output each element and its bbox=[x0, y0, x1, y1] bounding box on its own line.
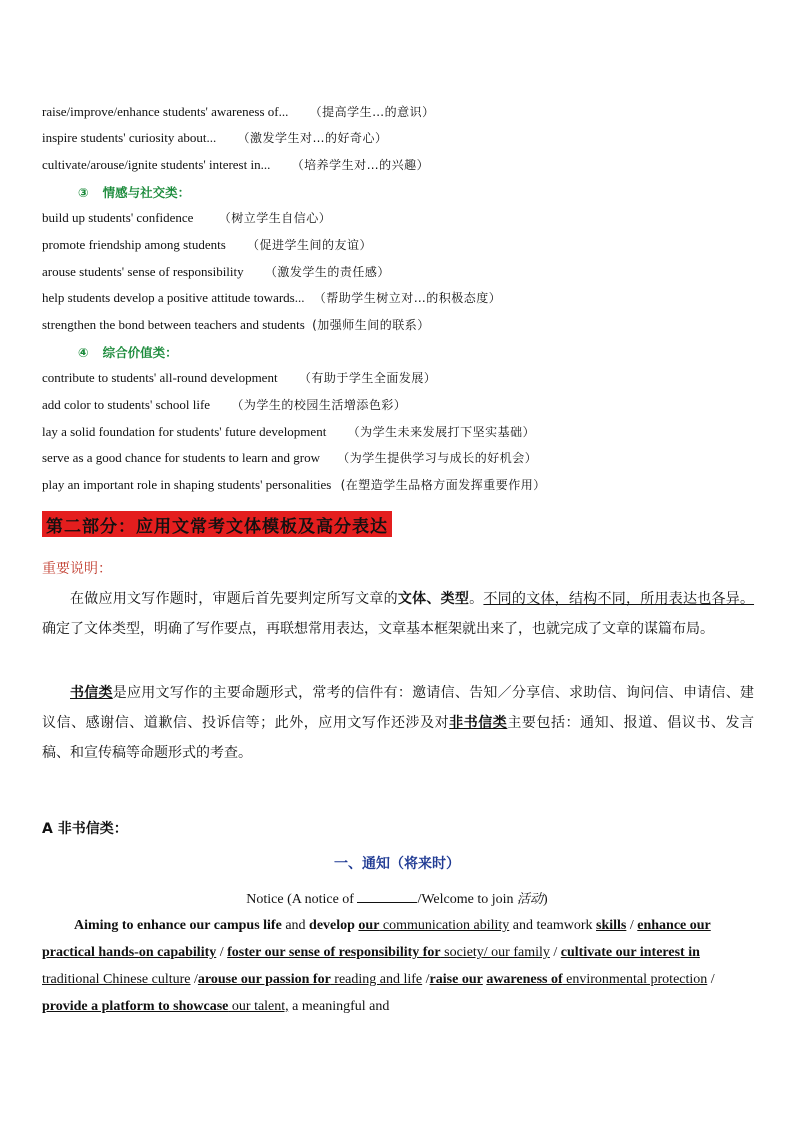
phrase-en: play an important role in shaping students' personalities bbox=[42, 477, 332, 492]
para-text: 主要包括：通知、报道、倡议书、发言稿、和宣传稿等命题形式的考查。 bbox=[42, 715, 755, 761]
body-underlined: our talent, bbox=[228, 999, 289, 1014]
phrase-zh: （促进学生间的友谊） bbox=[247, 238, 373, 252]
body-text: a meaningful and bbox=[288, 999, 390, 1014]
body-bold: develop bbox=[309, 918, 355, 933]
phrase-zh: （树立学生自信心） bbox=[218, 211, 332, 225]
body-text: / bbox=[707, 972, 715, 987]
body-text: / bbox=[626, 918, 634, 933]
heading-label: 综合价值类： bbox=[102, 345, 178, 360]
notice-sub-activity: 活动 bbox=[517, 892, 544, 907]
para-text: 确定了文体类型，明确了写作要点，再联想常用表达，文章基本框架就出来了，也就完成了文章的谋篇布局。 bbox=[42, 621, 714, 637]
phrase-line bbox=[42, 156, 429, 173]
body-underlined: reading and life bbox=[330, 972, 423, 987]
notice-sub-text: ) bbox=[543, 892, 548, 907]
phrase-en: add color to students' school life bbox=[42, 397, 211, 412]
body-bold: Aiming to enhance our campus life bbox=[74, 918, 282, 933]
phrase-zh: （为学生的校园生活增添色彩） bbox=[231, 398, 407, 412]
phrase-zh: （为学生未来发展打下坚实基础） bbox=[347, 425, 536, 439]
phrase-en: build up students' confidence bbox=[42, 210, 194, 225]
fill-blank bbox=[357, 890, 417, 903]
body-text: / bbox=[216, 945, 228, 960]
phrase-zh: （提高学生…的意识） bbox=[309, 105, 435, 119]
category-heading bbox=[78, 343, 178, 361]
heading-label: 情感与社交类： bbox=[102, 185, 191, 200]
phrase-zh: （培养学生对…的兴趣） bbox=[291, 158, 430, 172]
para-bold-underlined: 书信类 bbox=[70, 685, 113, 701]
body-bold-underlined: provide a platform to showcase bbox=[42, 999, 229, 1014]
section-title: 第二部分：应用文常考文体模板及高分表达 bbox=[46, 516, 388, 537]
notice-body bbox=[42, 912, 754, 1020]
body-underlined: communication ability bbox=[379, 918, 510, 933]
body-bold-underlined: skills bbox=[596, 918, 627, 933]
para-text: 。 bbox=[469, 591, 484, 607]
phrase-line bbox=[42, 289, 501, 306]
phrase-zh: (在塑造学生品格方面发挥重要作用） bbox=[340, 478, 546, 492]
heading-number: ③ bbox=[78, 185, 89, 200]
para-bold: 文体、类型 bbox=[397, 591, 470, 607]
body-bold-underlined: our bbox=[358, 918, 380, 933]
phrase-line bbox=[42, 129, 387, 146]
body-bold-underlined: cultivate our interest in bbox=[560, 945, 700, 960]
phrase-zh: (加强师生间的联系） bbox=[312, 318, 430, 332]
para-bold-underlined: 非书信类 bbox=[449, 715, 508, 731]
notice-subtitle bbox=[0, 888, 794, 908]
subsection-label: A 非书信类： bbox=[42, 821, 128, 837]
phrase-zh: （帮助学生树立对…的积极态度） bbox=[313, 291, 502, 305]
body-text: and bbox=[281, 918, 310, 933]
body-text: / bbox=[190, 972, 198, 987]
phrase-en: help students develop a positive attitude towards... bbox=[42, 290, 305, 305]
body-bold-underlined: raise our bbox=[429, 972, 483, 987]
phrase-en: serve as a good chance for students to learn and grow bbox=[42, 450, 320, 465]
body-bold-underlined: enhance our practical hands-on capability bbox=[42, 918, 711, 960]
phrase-en: strengthen the bond between teachers and students bbox=[42, 317, 305, 332]
body-bold-underlined: arouse our passion for bbox=[197, 972, 331, 987]
para-underlined: 不同的文体，结构不同，所用表达也各异。 bbox=[483, 591, 755, 607]
body-text: / bbox=[549, 945, 558, 960]
paragraph-2 bbox=[42, 678, 754, 768]
phrase-en: contribute to students' all-round development bbox=[42, 370, 278, 385]
para-text: 在做应用文写作题时，审题后首先要判定所写文章的 bbox=[70, 591, 398, 607]
important-label: 重要说明： bbox=[42, 561, 112, 577]
phrase-line bbox=[42, 263, 390, 280]
phrase-en: lay a solid foundation for students' future development bbox=[42, 424, 327, 439]
body-bold-underlined: foster our sense of responsibility for bbox=[227, 945, 441, 960]
phrase-line bbox=[42, 316, 430, 333]
body-text: / bbox=[422, 972, 430, 987]
body-bold-underlined: awareness of bbox=[486, 972, 563, 987]
heading-number: ④ bbox=[78, 345, 89, 360]
body-underlined: environmental protection bbox=[562, 972, 708, 987]
phrase-en: inspire students' curiosity about... bbox=[42, 130, 217, 145]
phrase-en: cultivate/arouse/ignite students' interest in... bbox=[42, 157, 271, 172]
body-text: and teamwork bbox=[509, 918, 596, 933]
phrase-line bbox=[42, 396, 406, 413]
phrase-line bbox=[42, 369, 436, 386]
phrase-line bbox=[42, 476, 546, 493]
body-underlined: society/ our family bbox=[440, 945, 550, 960]
phrase-line bbox=[42, 103, 435, 120]
section-title-banner bbox=[42, 511, 392, 537]
phrase-line bbox=[42, 449, 537, 466]
category-heading bbox=[78, 183, 190, 201]
notice-sub-text: Notice (A notice of bbox=[246, 892, 354, 907]
phrase-zh: （有助于学生全面发展） bbox=[298, 371, 437, 385]
phrase-en: promote friendship among students bbox=[42, 237, 226, 252]
para-text: 是应用文写作的主要命题形式，常考的信件有：邀请信、告知／分享信、求助信、询问信、申请信、建议信、感谢信、道歉信、投诉信等；此外，应用文写作还涉及对 bbox=[42, 685, 755, 731]
phrase-en: arouse students' sense of responsibility bbox=[42, 264, 244, 279]
notice-sub-text: /Welcome to join bbox=[417, 892, 514, 907]
phrase-line bbox=[42, 209, 331, 226]
notice-heading: 一、通知（将来时） bbox=[334, 856, 460, 872]
body-underlined: traditional Chinese culture bbox=[42, 972, 191, 987]
paragraph-1 bbox=[42, 584, 754, 644]
phrase-line bbox=[42, 423, 535, 440]
phrase-line bbox=[42, 236, 372, 253]
phrase-zh: （激发学生对…的好奇心） bbox=[237, 131, 388, 145]
phrase-zh: （为学生提供学习与成长的好机会） bbox=[337, 451, 538, 465]
phrase-zh: （激发学生的责任感） bbox=[264, 265, 390, 279]
phrase-en: raise/improve/enhance students' awareness of... bbox=[42, 104, 289, 119]
